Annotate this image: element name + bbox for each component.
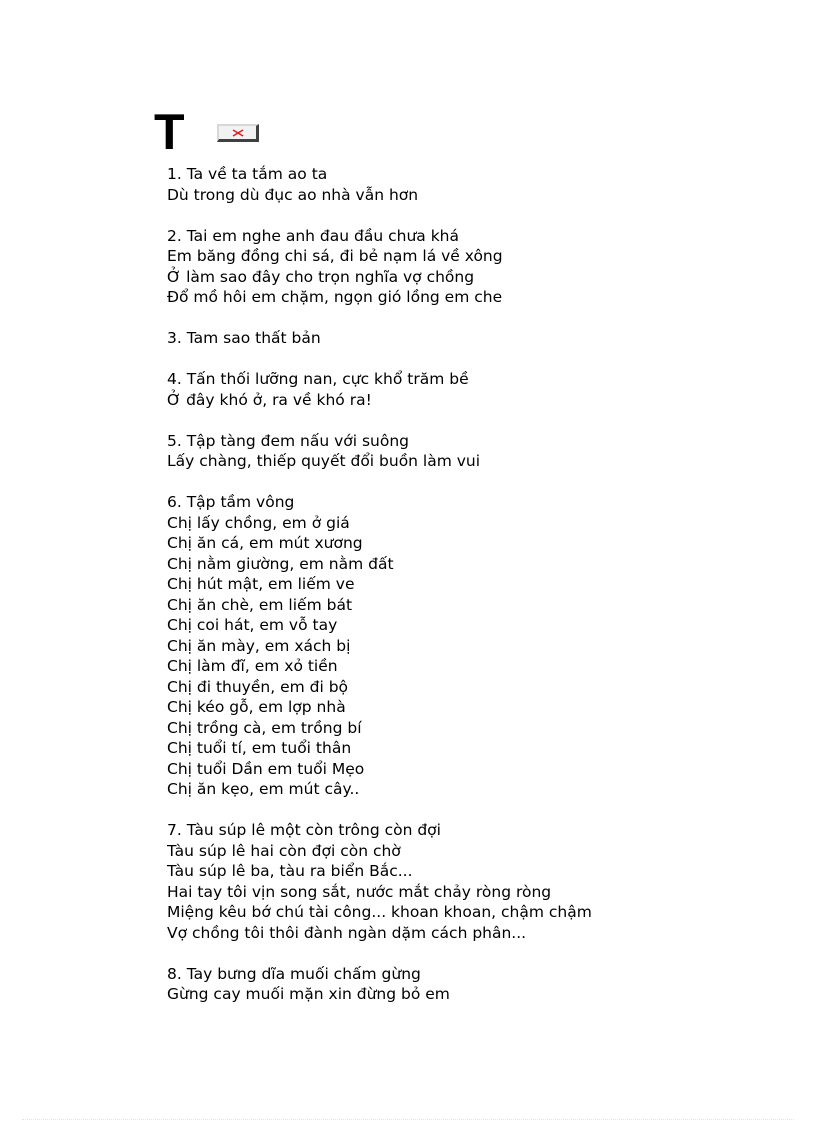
poem-line: Chị coi hát, em vỗ tay — [167, 616, 338, 634]
poem-line: Tàu súp lê ba, tàu ra biển Bắc... — [167, 862, 413, 880]
poem-line: Chị nằm giường, em nằm đất — [167, 554, 394, 573]
poem-line: Chị đi thuyền, em đi bộ — [167, 677, 349, 696]
poem-line: Chị ăn mày, em xách bị — [167, 636, 351, 655]
broken-image-icon — [217, 124, 259, 142]
poem-line: 6. Tập tầm vông — [167, 493, 295, 511]
poem-line: Chị tuổi Dần em tuổi Mẹo — [167, 759, 365, 778]
poem-line: 2. Tai em nghe anh đau đầu chưa khá — [167, 226, 460, 245]
poem-line: Vợ chồng tôi thôi đành ngàn dặm cách phân... — [167, 923, 527, 942]
poem-line: Chị ăn kẹo, em mút cây.. — [167, 780, 360, 798]
poem-stanza — [167, 431, 767, 472]
poem-line: 3. Tam sao thất bản — [167, 329, 321, 347]
poem-stanza — [167, 492, 767, 800]
poem-line: Em băng đồng chi sá, đi bẻ nạm lá về xông — [167, 247, 503, 265]
poem-line: Ở đây khó ở, ra về khó ra! — [167, 390, 372, 409]
poem-line: Miệng kêu bớ chú tài công... khoan khoan, chậm chậm — [167, 903, 592, 921]
poem-stanza — [167, 820, 767, 943]
poem-line: Gừng cay muối mặn xin đừng bỏ em — [167, 985, 450, 1003]
poem-list — [167, 164, 767, 1025]
poem-line: 8. Tay bưng dĩa muối chấm gừng — [167, 964, 421, 983]
poem-line: 4. Tấn thối lưỡng nan, cực khổ trăm bề — [167, 370, 469, 388]
poem-stanza — [167, 328, 767, 349]
poem-line: Chị kéo gỗ, em lợp nhà — [167, 698, 346, 716]
poem-line: Tàu súp lê hai còn đợi còn chờ — [167, 841, 401, 860]
poem-line: Chị ăn chè, em liếm bát — [167, 595, 353, 614]
poem-line: Chị trồng cà, em trồng bí — [167, 718, 362, 737]
poem-line: Lấy chàng, thiếp quyết đổi buồn làm vui — [167, 452, 481, 470]
poem-line: 7. Tàu súp lê một còn trông còn đợi — [167, 821, 441, 839]
poem-line: Chị hút mật, em liếm ve — [167, 575, 355, 593]
poem-stanza — [167, 164, 767, 205]
poem-line: Chị lấy chồng, em ở giá — [167, 513, 350, 532]
poem-line: Hai tay tôi vịn song sắt, nước mắt chảy ròng ròng — [167, 882, 552, 901]
poem-line: Chị tuổi tí, em tuổi thân — [167, 739, 352, 757]
poem-stanza — [167, 226, 767, 308]
poem-line: Dù trong dù đục ao nhà vẫn hơn — [167, 185, 419, 204]
poem-line: Chị làm đĩ, em xỏ tiền — [167, 657, 338, 675]
page-bottom-divider — [22, 1119, 794, 1120]
poem-stanza — [167, 369, 767, 410]
poem-line: Đổ mồ hôi em chặm, ngọn gió lồng em che — [167, 288, 503, 306]
poem-line: Chị ăn cá, em mút xương — [167, 534, 363, 552]
section-letter-heading: T — [154, 104, 185, 160]
poem-line: 5. Tập tàng đem nấu với suông — [167, 431, 410, 450]
poem-stanza — [167, 964, 767, 1005]
poem-line: 1. Ta về ta tắm ao ta — [167, 165, 328, 183]
poem-line: Ở làm sao đây cho trọn nghĩa vợ chồng — [167, 267, 475, 286]
